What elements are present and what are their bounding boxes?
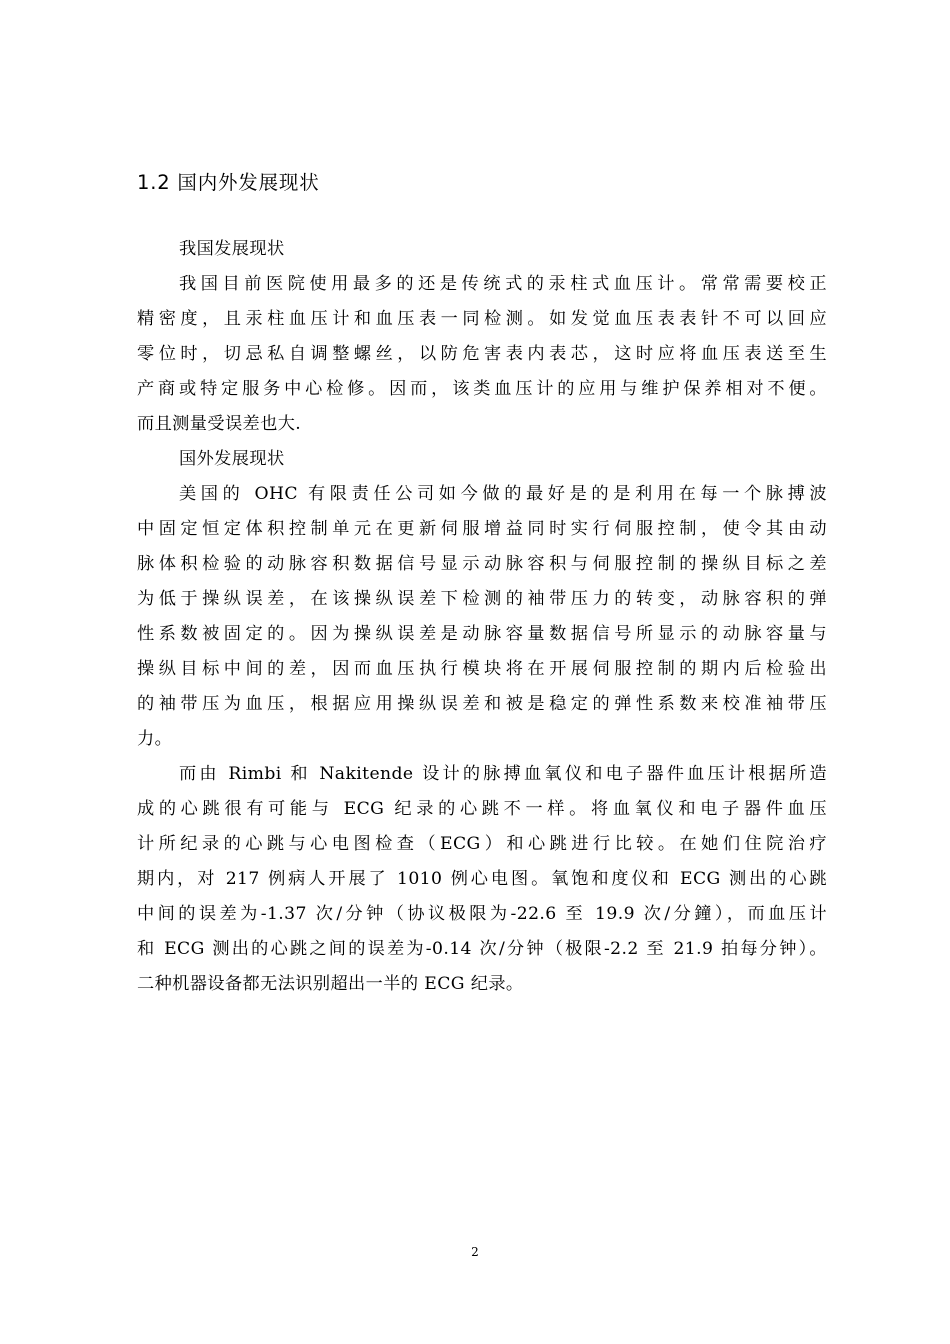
- paragraph-line: 二种机器设备都无法识别超出一半的 ECG 纪录。: [137, 974, 524, 994]
- paragraph-line: 计所纪录的心跳与心电图检查（ECG）和心跳进行比较。在她们住院治疗: [137, 834, 827, 854]
- paragraph-line: 力。: [137, 729, 173, 749]
- paragraph-line: 中固定恒定体积控制单元在更新伺服增益同时实行伺服控制，使令其由动: [137, 519, 827, 539]
- paragraph-line: 的袖带压为血压，根据应用操纵误差和被是稳定的弹性系数来校准袖带压: [137, 694, 827, 714]
- paragraph-line: 美国的 OHC 有限责任公司如今做的最好是的是利用在每一个脉搏波: [179, 484, 827, 504]
- paragraph-line: 中间的误差为-1.37 次/分钟（协议极限为-22.6 至 19.9 次/分鐘），而血压计: [137, 904, 827, 924]
- paragraph-line: 而由 Rimbi 和 Nakitende 设计的脉搏血氧仪和电子器件血压计根据所造: [179, 764, 827, 784]
- paragraph-line: 和 ECG 测出的心跳之间的误差为-0.14 次/分钟（极限-2.2 至 21.9 拍每分钟）。: [137, 939, 827, 959]
- paragraph-line: 而且测量受误差也大.: [137, 414, 302, 434]
- paragraph-line: 性系数被固定的。因为操纵误差是动脉容量数据信号所显示的动脉容量与: [137, 624, 827, 644]
- paragraph-line: 为低于操纵误差，在该操纵误差下检测的袖带压力的转变，动脉容积的弹: [137, 589, 827, 609]
- paragraph-line: 我国目前医院使用最多的还是传统式的汞柱式血压计。常常需要校正: [179, 274, 827, 294]
- paragraph-line: 成的心跳很有可能与 ECG 纪录的心跳不一样。将血氧仪和电子器件血压: [137, 799, 827, 819]
- subheading-domestic: 我国发展现状: [179, 239, 285, 259]
- paragraph-line: 期内，对 217 例病人开展了 1010 例心电图。氧饱和度仪和 ECG 测出的心跳: [137, 869, 827, 889]
- paragraph-line: 零位时，切忌私自调整螺丝，以防危害表内表芯，这时应将血压表送至生: [137, 344, 827, 364]
- paragraph-line: 产商或特定服务中心检修。因而，该类血压计的应用与维护保养相对不便。: [137, 379, 827, 399]
- paragraph-line: 操纵目标中间的差，因而血压执行模块将在开展伺服控制的期内后检验出: [137, 659, 827, 679]
- body-text: [137, 232, 827, 1002]
- paragraph-line: 精密度，且汞柱血压计和血压表一同检测。如发觉血压表表针不可以回应: [137, 309, 827, 329]
- section-heading: 1.2 国内外发展现状: [137, 171, 320, 194]
- paragraph-line: 脉体积检验的动脉容积数据信号显示动脉容积与伺服控制的操纵目标之差: [137, 554, 827, 574]
- page-number: 2: [471, 1245, 479, 1259]
- subheading-foreign: 国外发展现状: [179, 449, 285, 469]
